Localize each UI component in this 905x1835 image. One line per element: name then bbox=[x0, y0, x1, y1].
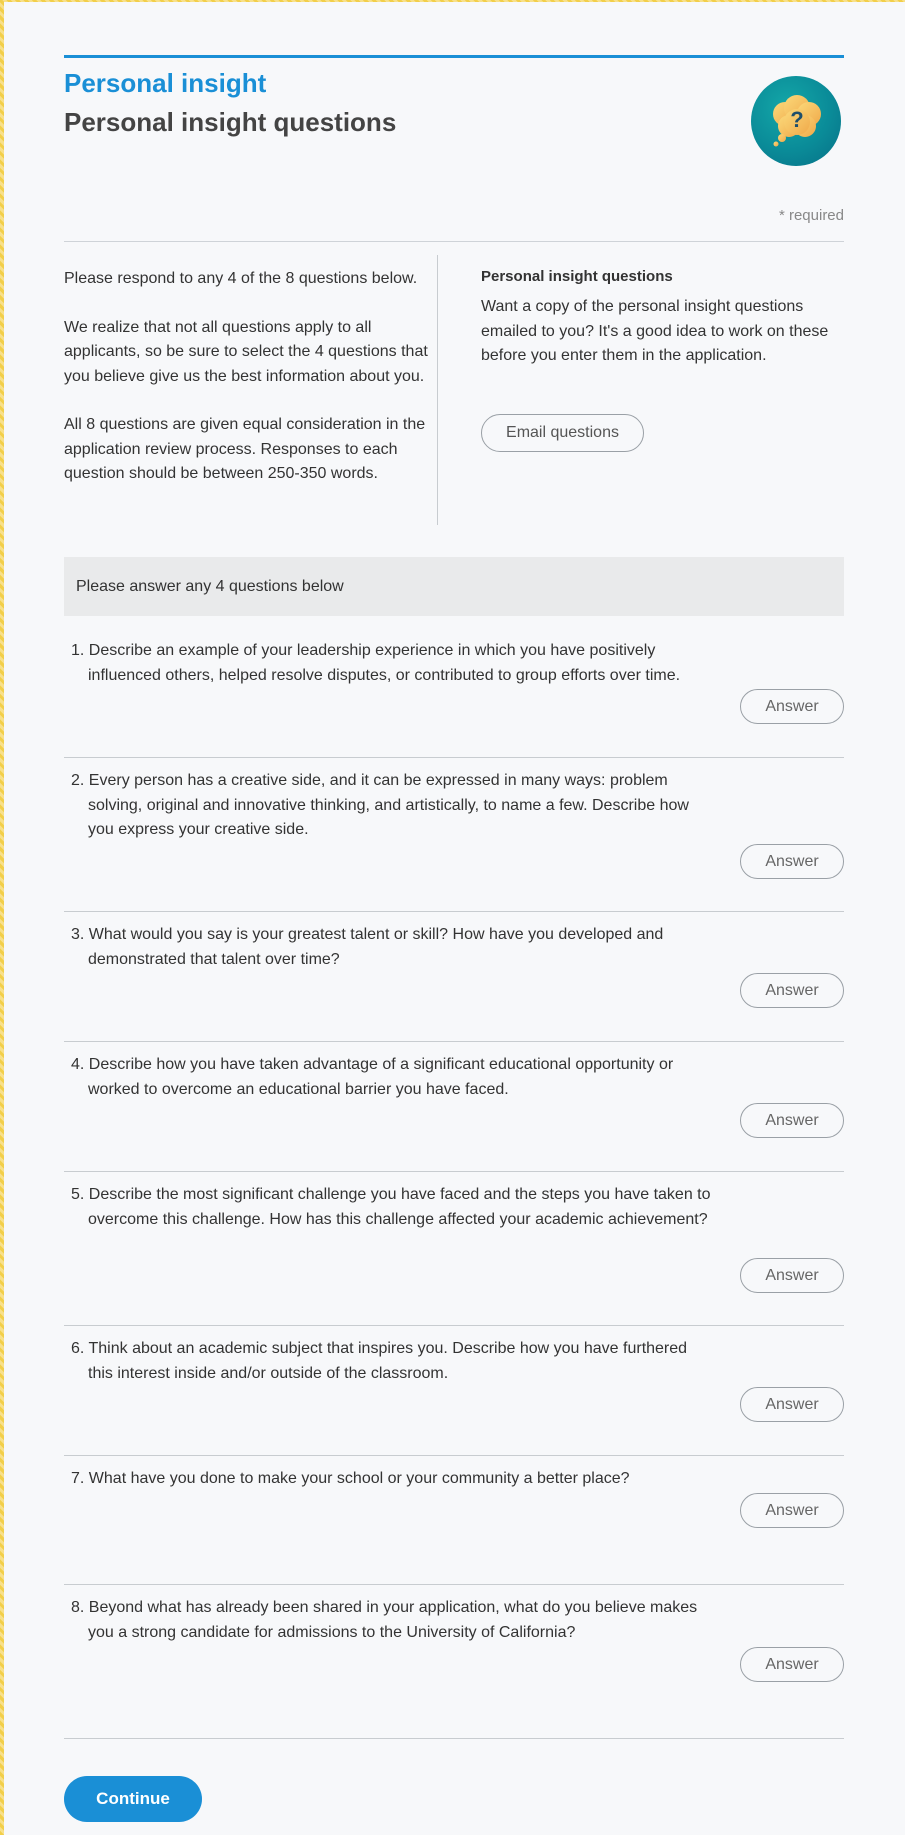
page bbox=[4, 2, 905, 1835]
required-note: * required bbox=[778, 207, 844, 224]
email-panel-heading: Personal insight questions bbox=[481, 268, 673, 285]
question-text: 4. Describe how you have taken advantage of a significant educational opportunity or worked to overcome an educational barrier you have faced. bbox=[71, 1056, 674, 1098]
questions-banner: Please answer any 4 questions below bbox=[64, 557, 844, 616]
email-panel-text: Want a copy of the personal insight questions emailed to you? It's a good idea to work on these before you enter them in the application. bbox=[481, 298, 829, 364]
question-text: 3. What would you say is your greatest talent or skill? How have you developed and demonstrated that talent over time? bbox=[71, 926, 664, 968]
question-text: 1. Describe an example of your leadership experience in which you have positively influenced others, helped resolve disputes, or contributed to group efforts over time. bbox=[71, 642, 681, 684]
answer-button[interactable]: Answer bbox=[740, 844, 844, 879]
column-divider bbox=[437, 255, 438, 525]
question-thought-bubble-icon bbox=[751, 76, 841, 166]
answer-button[interactable]: Answer bbox=[740, 1103, 844, 1138]
question-divider bbox=[64, 1325, 844, 1326]
answer-button[interactable]: Answer bbox=[740, 689, 844, 724]
thought-bubble-graphic bbox=[751, 76, 841, 166]
answer-button[interactable]: Answer bbox=[740, 1647, 844, 1682]
header-divider bbox=[64, 241, 844, 242]
question-divider bbox=[64, 1041, 844, 1042]
answer-button[interactable]: Answer bbox=[740, 1493, 844, 1528]
question-text: 2. Every person has a creative side, and it can be expressed in many ways: problem solving, original and innovative thinking, and artistically, to name a few. Describe how you express your creative side. bbox=[71, 772, 689, 838]
answer-button[interactable]: Answer bbox=[740, 973, 844, 1008]
question-divider bbox=[64, 1171, 844, 1172]
instructions-paragraph: Please respond to any 4 of the 8 questions below. bbox=[64, 270, 418, 287]
page-title: Personal insight questions bbox=[64, 107, 397, 137]
email-questions-button[interactable]: Email questions bbox=[481, 414, 644, 452]
instructions bbox=[64, 267, 429, 511]
header-accent-rule bbox=[64, 55, 844, 58]
question-text: 7. What have you done to make your school or your community a better place? bbox=[71, 1470, 630, 1487]
badge-symbol: ? bbox=[790, 107, 804, 132]
question-text: 5. Describe the most significant challenge you have faced and the steps you have taken to overcome this challenge. How has this challenge affected your academic achievement? bbox=[71, 1186, 711, 1228]
question-divider bbox=[64, 1738, 844, 1739]
question-text: 8. Beyond what has already been shared in your application, what do you believe makes you a strong candidate for admissions to the University of California? bbox=[71, 1599, 698, 1641]
instructions-paragraph: We realize that not all questions apply to all applicants, so be sure to select the 4 questions that you believe give us the best information about you. bbox=[64, 318, 428, 385]
question-divider bbox=[64, 757, 844, 758]
question-divider bbox=[64, 1584, 844, 1585]
question-text: 6. Think about an academic subject that inspires you. Describe how you have furthered this interest inside and/or outside of the classroom. bbox=[71, 1340, 688, 1382]
question-divider bbox=[64, 1455, 844, 1456]
continue-button[interactable]: Continue bbox=[64, 1776, 202, 1822]
answer-button[interactable]: Answer bbox=[740, 1387, 844, 1422]
email-questions-panel bbox=[481, 268, 841, 369]
question-divider bbox=[64, 911, 844, 912]
section-title: Personal insight bbox=[64, 68, 267, 98]
answer-button[interactable]: Answer bbox=[740, 1258, 844, 1293]
instructions-paragraph: All 8 questions are given equal consideration in the application review process. Responses to each question should be between 250-350 words. bbox=[64, 416, 426, 482]
